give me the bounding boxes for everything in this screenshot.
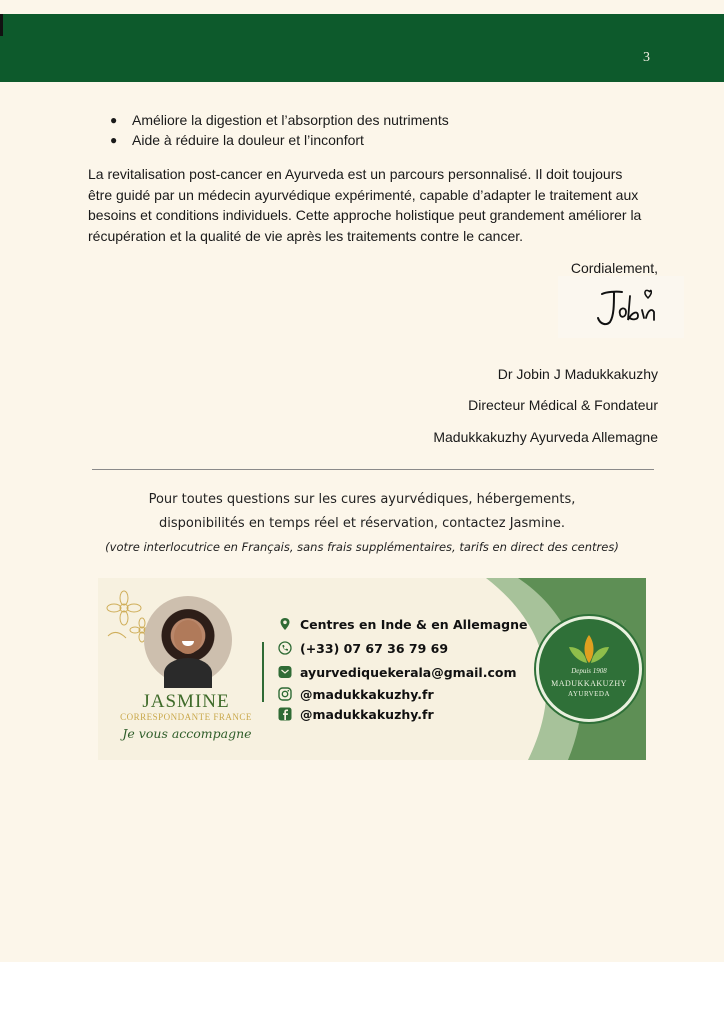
handwritten-signature xyxy=(592,282,668,332)
closing-salutation: Cordialement, xyxy=(570,260,658,276)
leaf-logo-icon xyxy=(565,633,613,667)
body-paragraph: La revitalisation post-cancer en Ayurveda est un parcours personnalisé. Il doit toujours être guidé par un médecin ayurvédique expérimenté, capable d’adapter le traitement aux besoins et conditions individuels. Cette approche holistique peut grandement améliorer la récupération et la qualité de vie après les traitements contre le cancer. xyxy=(88,166,642,244)
contact-row-phone[interactable] xyxy=(278,638,448,658)
contact-row-text: ayurvediquekerala@gmail.com xyxy=(300,664,517,680)
contact-text-line2: disponibilités en temps réel et réservation, contactez Jasmine. xyxy=(159,516,565,531)
list-item xyxy=(108,130,449,150)
contact-tagline: Je vous accompagne xyxy=(122,726,252,741)
avatar xyxy=(144,596,232,684)
list-item-text: Améliore la digestion et l’absorption des nutriments xyxy=(132,112,449,128)
signatory-name: Dr Jobin J Madukkakuzhy xyxy=(497,366,658,382)
contact-note: (votre interlocutrice en Français, sans frais supplémentaires, tarifs en direct des centres) xyxy=(105,540,619,554)
contact-row-email[interactable] xyxy=(278,662,516,682)
logo-name: MADUKKAKUZHY xyxy=(551,679,627,688)
list-item xyxy=(108,110,449,130)
bullet-icon: ● xyxy=(110,133,118,147)
email-icon xyxy=(278,665,292,679)
signatory-organization: Madukkakuzhy Ayurveda Allemagne xyxy=(433,429,658,445)
logo-since: Depuis 1908 xyxy=(571,667,607,675)
contact-text-line1: Pour toutes questions sur les cures ayurvédiques, hébergements, xyxy=(148,492,576,507)
contact-row-facebook[interactable] xyxy=(278,704,434,724)
location-pin-icon xyxy=(278,617,292,631)
facebook-icon xyxy=(278,707,292,721)
contact-row-text: @madukkakuzhy.fr xyxy=(300,686,434,702)
divider xyxy=(92,469,654,470)
phone-icon xyxy=(278,641,292,655)
contact-row-text: @madukkakuzhy.fr xyxy=(300,706,434,722)
top-strip xyxy=(0,0,724,14)
contact-role: CORRESPONDANTE FRANCE xyxy=(120,712,252,722)
logo-subtitle: AYURVEDA xyxy=(567,690,611,698)
banner-separator xyxy=(262,642,264,702)
contact-row-text: (+33) 07 67 36 79 69 xyxy=(300,640,449,656)
page-number: 3 xyxy=(643,50,650,65)
list-item-text: Aide à réduire la douleur et l’inconfort xyxy=(132,132,364,148)
madukkakuzhy-logo xyxy=(536,616,642,722)
signatory-title: Directeur Médical & Fondateur xyxy=(468,397,658,413)
contact-banner xyxy=(98,578,646,760)
benefits-list xyxy=(108,110,449,150)
contact-row-instagram[interactable] xyxy=(278,684,434,704)
header-corner-mark xyxy=(0,14,3,36)
bullet-icon: ● xyxy=(110,113,118,127)
contact-row-text: Centres en Inde & en Allemagne xyxy=(300,616,528,632)
contact-name: JASMINE xyxy=(142,691,230,712)
instagram-icon xyxy=(278,687,292,701)
contact-row-location xyxy=(278,614,528,634)
page-header xyxy=(0,14,724,82)
